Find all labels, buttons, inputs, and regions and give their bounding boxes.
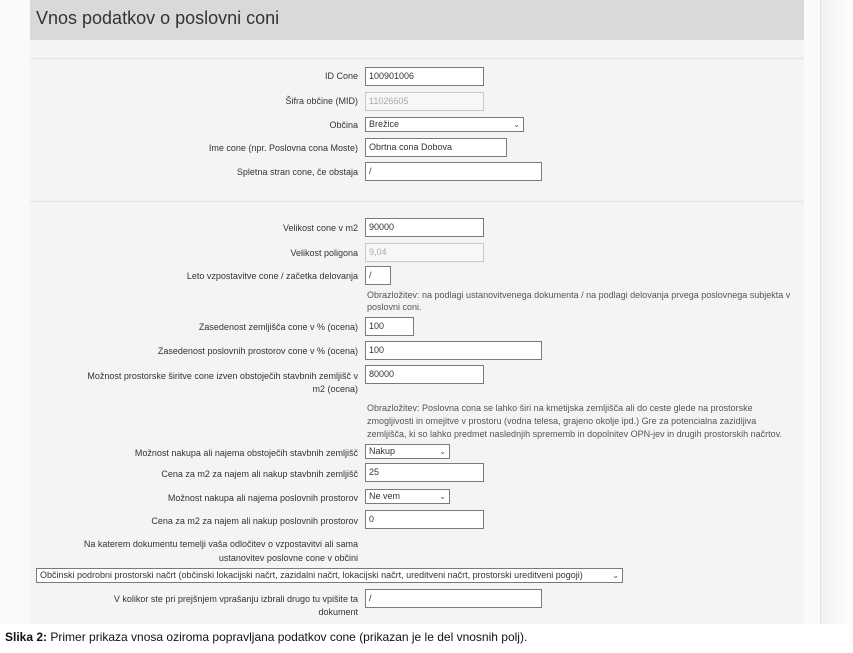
dokument-label-line2: ustanovitev poslovne cone v občini — [218, 553, 358, 563]
sifra-obcine-label: Šifra občine (MID) — [285, 96, 358, 106]
nakup-zemljisc-label: Možnost nakupa ali najema obstoječih stavbnih zemljišč — [134, 448, 358, 458]
obcina-label: Občina — [329, 120, 358, 130]
zasedenost-zemljisca-input[interactable]: 100 — [365, 317, 414, 336]
siritev-explanation-line2: zmogljivosti in omejitve v prostoru (vodna telesa, grajeno okolje ipd.) Gre za potencialna zazidljiva — [367, 416, 757, 426]
leto-explanation-line2: poslovni coni. — [367, 302, 422, 312]
caption-prefix: Slika 2: — [5, 630, 48, 644]
section-divider — [30, 201, 804, 202]
ime-cone-label: Ime cone (npr. Poslovna cona Moste) — [208, 143, 358, 153]
obcina-select[interactable] — [365, 117, 524, 132]
spletna-stran-label: Spletna stran cone, če obstaja — [236, 167, 358, 177]
figure-caption — [5, 630, 527, 644]
nakup-zemljisc-select[interactable] — [365, 444, 450, 459]
chevron-down-icon: ⌄ — [439, 447, 446, 456]
nakup-prostorov-label: Možnost nakupa ali najema poslovnih prostorov — [167, 493, 358, 503]
cena-prostorov-label: Cena za m2 za najem ali nakup poslovnih prostorov — [151, 516, 358, 526]
siritev-explanation-line1: Obrazložitev: Poslovna cona se lahko širi na kmetijska zemljišča ali do ceste glede na prostorske — [367, 403, 753, 413]
chevron-down-icon: ⌄ — [513, 120, 520, 129]
nakup-prostorov-value: Ne vem — [369, 491, 401, 501]
zasedenost-prostorov-input[interactable]: 100 — [365, 341, 542, 360]
section-divider — [30, 58, 804, 59]
id-cone-label: ID Cone — [324, 71, 358, 81]
chevron-down-icon: ⌄ — [612, 571, 619, 580]
leto-vzpostavitve-label: Leto vzpostavitve cone / začetka delovanja — [186, 271, 358, 281]
dokument-label-line1: Na katerem dokumentu temelji vaša odločitev o vzpostavitvi ali sama — [83, 539, 358, 549]
zasedenost-prostorov-label: Zasedenost poslovnih prostorov cone v % (ocena) — [157, 346, 358, 356]
velikost-m2-input[interactable]: 90000 — [365, 218, 484, 237]
leto-vzpostavitve-input[interactable]: / — [365, 266, 391, 285]
velikost-poligona-input: 9,04 — [365, 243, 484, 262]
chevron-down-icon: ⌄ — [439, 492, 446, 501]
obcina-select-value: Brežice — [369, 119, 400, 129]
nakup-zemljisc-value: Nakup — [369, 446, 396, 456]
zasedenost-zemljisca-label: Zasedenost zemljišča cone v % (ocena) — [198, 322, 358, 332]
drugo-label-line2: dokument — [318, 607, 358, 617]
moznost-siritve-input[interactable]: 80000 — [365, 365, 484, 384]
siritev-explanation-line3: zemljišča, ki so lahko predmet naslednjih sprememb in dopolnitev OPN-jev in drugih prostorskih načrtov. — [367, 429, 783, 439]
dokument-select-value: Občinski podrobni prostorski načrt (občinski lokacijski načrt, zazidalni načrt, lokacijski načrt, ureditveni načrt, prostorski ureditveni pogoji) — [40, 570, 583, 580]
sifra-obcine-input: 11026605 — [365, 92, 484, 111]
nakup-prostorov-select[interactable] — [365, 489, 450, 504]
cena-zemljisc-label: Cena za m2 za najem ali nakup stavbnih zemljišč — [161, 469, 358, 479]
velikost-m2-label: Velikost cone v m2 — [282, 223, 358, 233]
page-header — [30, 0, 804, 40]
velikost-poligona-label: Velikost poligona — [290, 248, 358, 258]
drugo-input[interactable]: / — [365, 589, 542, 608]
cena-prostorov-input[interactable]: 0 — [365, 510, 484, 529]
drugo-label-line1: V kolikor ste pri prejšnjem vprašanju izbrali drugo tu vpišite ta — [113, 594, 358, 604]
leto-explanation-line1: Obrazložitev: na podlagi ustanovitvenega dokumenta / na podlagi delovanja prvega poslovnega subjekta v — [367, 290, 791, 300]
ime-cone-input[interactable]: Obrtna cona Dobova — [365, 138, 507, 157]
moznost-siritve-label-line1: Možnost prostorske širitve cone izven obstoječih stavbnih zemljišč v — [87, 371, 358, 381]
id-cone-input[interactable]: 100901006 — [365, 67, 484, 86]
page-title: Vnos podatkov o poslovni coni — [36, 8, 280, 28]
spletna-stran-input[interactable]: / — [365, 162, 542, 181]
dokument-select[interactable] — [36, 568, 623, 583]
moznost-siritve-label-line2: m2 (ocena) — [312, 384, 358, 394]
cena-zemljisc-input[interactable]: 25 — [365, 463, 484, 482]
scrollbar-area — [821, 0, 853, 624]
caption-text: Primer prikaza vnosa oziroma popravljana podatkov cone (prikazan je le del vnosnih polj). — [47, 630, 528, 644]
